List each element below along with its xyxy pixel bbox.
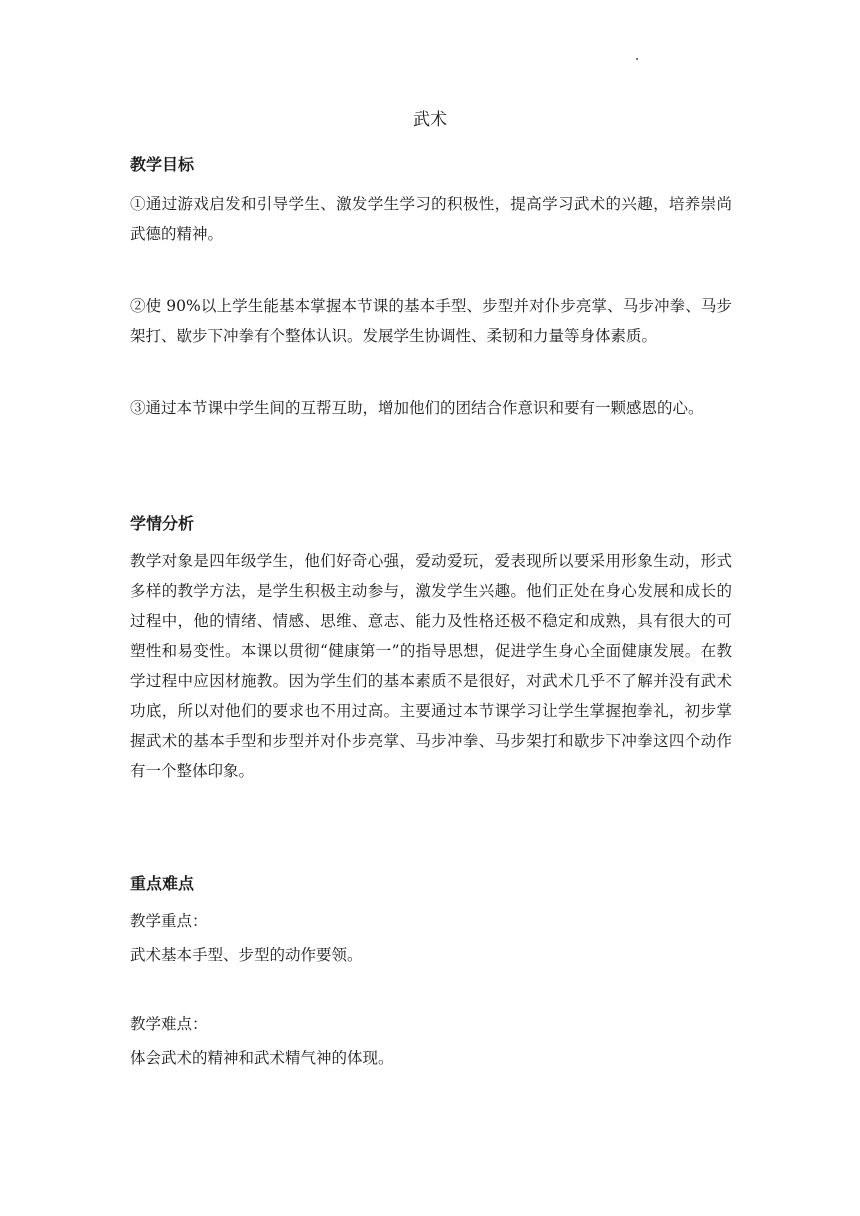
objective-paragraph-1: ①通过游戏启发和引导学生、激发学生学习的积极性，提高学习武术的兴趣，培养崇尚武德的精神。 (130, 195, 732, 243)
objective-paragraph-2: ②使 90%以上学生能基本掌握本节课的基本手型、步型并对仆步亮掌、马步冲拳、马步架打、歇步下冲拳有个整体认识。发展学生协调性、柔韧和力量等身体素质。 (130, 297, 732, 345)
difficulty-label: 教学难点： (130, 1015, 208, 1033)
section-heading-analysis: 学情分析 (130, 514, 195, 533)
page-mark-dot (636, 58, 638, 60)
section-heading-key-points: 重点难点 (130, 874, 195, 893)
analysis-paragraph: 教学对象是四年级学生，他们好奇心强，爱动爱玩，爱表现所以要采用形象生动，形式多样的教学方法，是学生积极主动参与，激发学生兴趣。他们正处在身心发展和成长的过程中，他的情绪、情感、思维、意志、能力及性格还极不稳定和成熟，具有很大的可塑性和易变性。本课以贯彻“健康第一”的指导思想，促进学生身心全面健康发展。在教学过程中应因材施教。因为学生们的基本素质不是很好，对武术几乎不了解并没有武术功底，所以对他们的要求也不用过高。主要通过本节课学习让学生掌握抱拳礼，初步掌握武术的基本手型和步型并对仆步亮掌、马步冲拳、马步架打和歇步下冲拳这四个动作有一个整体印象。 (130, 552, 732, 780)
key-point-label: 教学重点： (130, 912, 208, 930)
difficulty-text: 体会武术的精神和武术精气神的体现。 (130, 1049, 394, 1067)
objective-paragraph-3: ③通过本节课中学生间的互帮互助，增加他们的团结合作意识和要有一颗感恩的心。 (130, 399, 704, 417)
document-title: 武术 (413, 110, 447, 130)
key-point-text: 武术基本手型、步型的动作要领。 (130, 946, 363, 964)
section-heading-objectives: 教学目标 (130, 155, 195, 174)
